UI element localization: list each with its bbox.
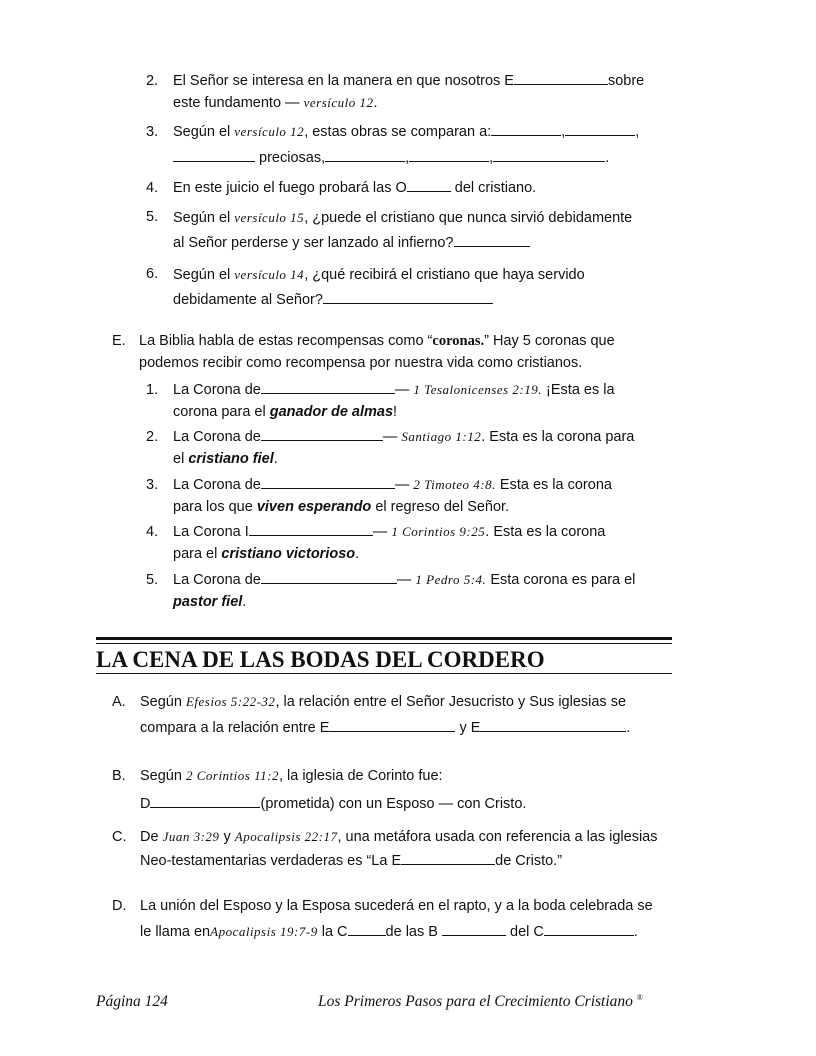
item-d: D. La unión del Esposo y la Esposa sucederá en el rapto, y a la boda celebrada se le llama enApocalipsis 19:7-9 la C de las B del C .: [112, 898, 653, 940]
crown-2: 2. La Corona de — Santiago 1:12. Esta es la corona para el cristiano fiel.: [146, 426, 676, 448]
crown-3: 3. La Corona de — 2 Timoteo 4:8. Esta es la corona para los que viven esperando el regreso del Señor.: [146, 474, 676, 496]
item-6: 6. Según el versículo 14, ¿qué recibirá el cristiano que haya servido debidamente al Señor?: [146, 266, 585, 308]
item-number: 5.: [146, 209, 159, 225]
crown-1: 1. La Corona de — 1 Tesalonicenses 2:19. ¡Esta es la corona para el ganador de almas!: [146, 379, 676, 401]
section-label: E.: [112, 333, 126, 349]
registered-mark: ®: [636, 993, 643, 1002]
footer-book-title: Los Primeros Pasos para el Crecimiento Cristiano ®: [318, 993, 643, 1011]
footer-page-number: Página 124: [96, 993, 168, 1010]
heading-rule-thick: [96, 637, 672, 640]
section-e: E. La Biblia habla de estas recompensas como “coronas.” Hay 5 coronas que podemos recibir como recompensa por nuestra vida como cristianos.: [112, 333, 615, 371]
item-number: 6.: [146, 266, 159, 282]
item-number: 3.: [146, 124, 159, 140]
item-number: 4.: [146, 180, 159, 196]
item-b: B. Según 2 Corintios 11:2, la iglesia de Corinto fue: D (prometida) con un Esposo — con Cristo.: [112, 768, 527, 812]
verse-ref: versículo 12: [303, 95, 374, 110]
item-2: 2. El Señor se interesa en la manera en que nosotros E sobre este fundamento — versículo 12.: [146, 70, 686, 92]
crown-5: 5. La Corona de — 1 Pedro 5:4. Esta corona es para el pastor fiel.: [146, 569, 676, 591]
item-number: 2.: [146, 73, 159, 89]
item-3: 3. Según el versículo 12, estas obras se comparan a: , , preciosas, , , .: [146, 119, 686, 145]
item-a: A. Según Efesios 5:22-32, la relación entre el Señor Jesucristo y Sus iglesias se compara a la relación entre E y E .: [112, 694, 631, 736]
crown-4: 4. La Corona I — 1 Corintios 9:25. Esta es la corona para el cristiano victorioso.: [146, 521, 676, 543]
item-c: C. De Juan 3:29 y Apocalipsis 22:17, una metáfora usada con referencia a las iglesias Neo-testamentarias verdaderas es “La E de Cristo.”: [112, 829, 658, 869]
heading-rule-thin: [96, 643, 672, 644]
item-4: 4. En este juicio el fuego probará las O del cristiano.: [146, 177, 686, 199]
section-heading: LA CENA DE LAS BODAS DEL CORDERO: [96, 647, 672, 674]
item-5: 5. Según el versículo 15, ¿puede el cristiano que nunca sirvió debidamente al Señor perderse y ser lanzado al infierno?: [146, 209, 633, 251]
